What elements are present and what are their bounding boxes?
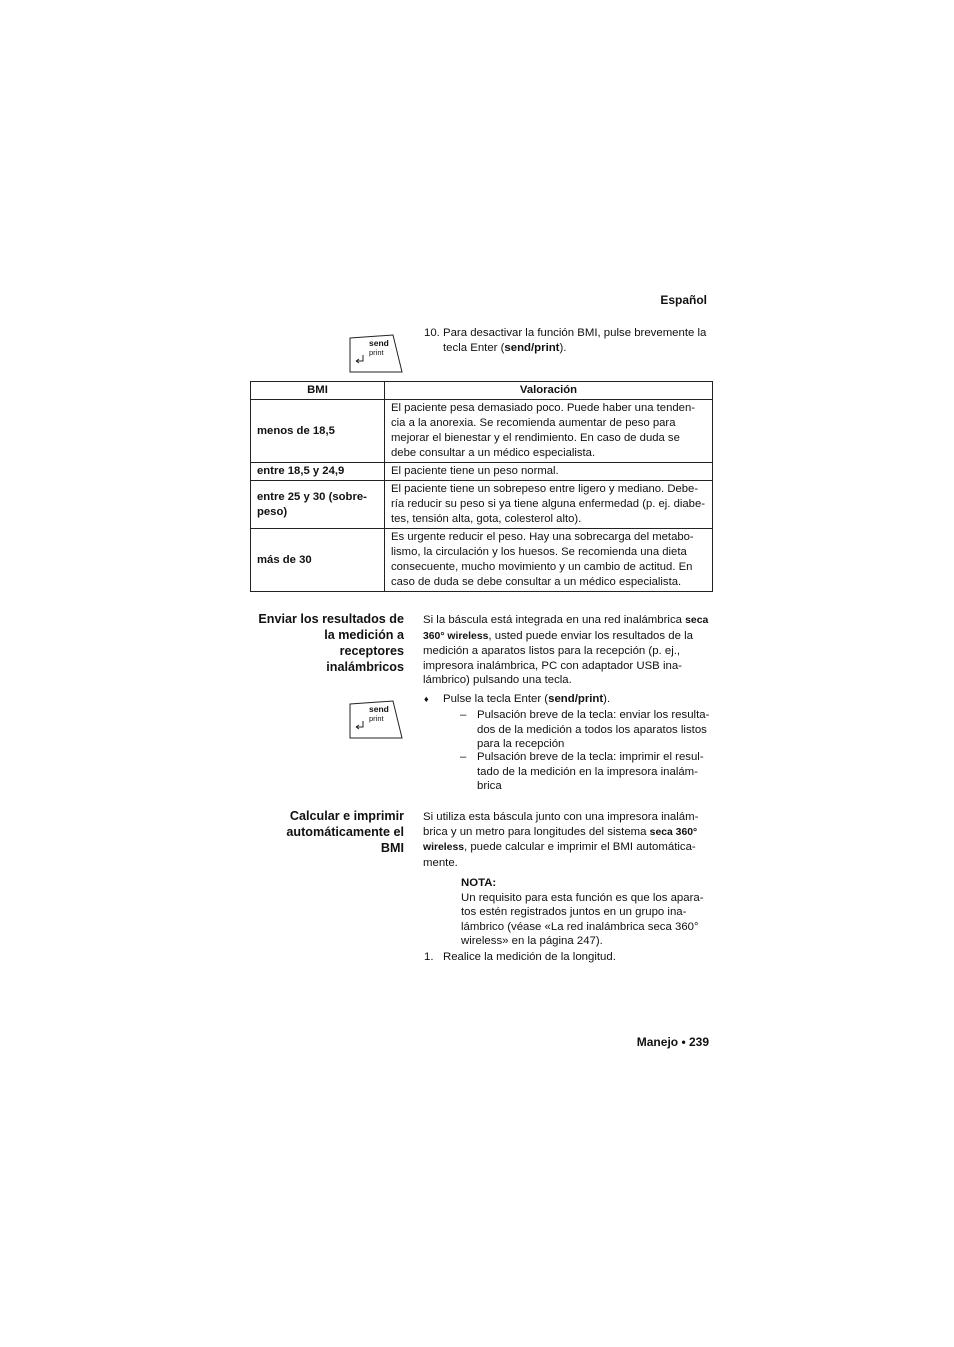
step-number: 10.: [424, 327, 440, 339]
section1-paragraph: Si la báscula está integrada en una red inalámbrica seca 360° wireless, usted puede enviar los resultados de la medición a aparatos listos para la recepción (p. ej., impresora inalámbrica, PC con adaptador USB ina- lámbrico) pulsando una tecla.: [423, 614, 709, 687]
page-footer: Manejo • 239: [636, 1035, 709, 1049]
step-text: Para desactivar la función BMI, pulse brevemente la tecla Enter (send/print).: [443, 327, 707, 354]
step-1: [424, 950, 714, 965]
bullet-item: ♦ Pulse la tecla Enter (send/print).: [424, 693, 611, 705]
note-title: NOTA:: [461, 877, 497, 889]
note-block: [461, 876, 711, 949]
dash-text: Pulsación breve de la tecla: enviar los resulta- dos de la medición a todos los aparatos listos para la recepción: [477, 709, 710, 751]
dash-item: [460, 708, 714, 752]
header-valoracion: Valoración: [385, 382, 713, 400]
bmi-cell: entre 18,5 y 24,9: [251, 463, 385, 481]
valoracion-cell: El paciente pesa demasiado poco. Puede haber una tenden- cia a la anorexia. Se recomienda aumentar de peso para mejorar el bienestar y el rendimiento. En caso de duda se debe consultar a un médico especialista.: [385, 400, 713, 463]
note-text: Un requisito para esta función es que los apara- tos estén registrados juntos en un grupo ina- lámbrico (véase «La red inalámbrica seca 360° wireless» en la página 247).: [461, 891, 704, 948]
section-heading-enviar: Enviar los resultados de la medición a receptores inalámbricos: [258, 612, 404, 674]
dash-mark: –: [460, 709, 467, 721]
key-send-label: send: [369, 338, 389, 348]
table-row: [251, 400, 713, 463]
header-bmi: BMI: [251, 382, 385, 400]
send-print-key-icon: [349, 334, 403, 373]
send-print-key-icon: [349, 700, 403, 739]
key-print-label: print: [369, 348, 384, 357]
table-row: [251, 529, 713, 592]
dash-text: Pulsación breve de la tecla: imprimir el resul- tado de la medición en la impresora inalám- brica: [477, 751, 704, 793]
key-print-label: print: [369, 714, 384, 723]
key-send-label: send: [369, 704, 389, 714]
bmi-table: [250, 381, 713, 592]
dash-mark: –: [460, 751, 467, 763]
valoracion-cell: El paciente tiene un sobrepeso entre ligero y mediano. Debe- ría reducir su peso si ya tiene alguna enfermedad (p. ej. diabe- tes, tensión alta, gota, colesterol alto).: [385, 481, 713, 529]
bmi-cell: menos de 18,5: [251, 400, 385, 463]
step-text: Realice la medición de la longitud.: [443, 951, 616, 963]
section-heading-calcular: Calcular e imprimir automáticamente el BMI: [286, 809, 404, 855]
language-label: Español: [660, 293, 707, 307]
table-header-row: [251, 382, 713, 400]
bmi-cell: más de 30: [251, 529, 385, 592]
step-number: 1.: [424, 951, 434, 963]
bmi-cell: entre 25 y 30 (sobre- peso): [251, 481, 385, 529]
valoracion-cell: Es urgente reducir el peso. Hay una sobrecarga del metabo- lismo, la circulación y los huesos. Se recomienda una dieta consecuente, mucho movimiento y un cambio de actitud. En caso de duda se debe consultar a un médico especialista.: [385, 529, 713, 592]
step-10: [424, 326, 714, 355]
diamond-bullet-icon: ♦: [424, 694, 429, 704]
section2-paragraph: Si utiliza esta báscula junto con una impresora inalám- brica y un metro para longitudes del sistema seca 360° wireless, puede calcular e imprimir el BMI automática- mente.: [423, 811, 699, 869]
dash-item: [460, 750, 714, 794]
valoracion-cell: El paciente tiene un peso normal.: [385, 463, 713, 481]
table-row: [251, 481, 713, 529]
table-row: [251, 463, 713, 481]
